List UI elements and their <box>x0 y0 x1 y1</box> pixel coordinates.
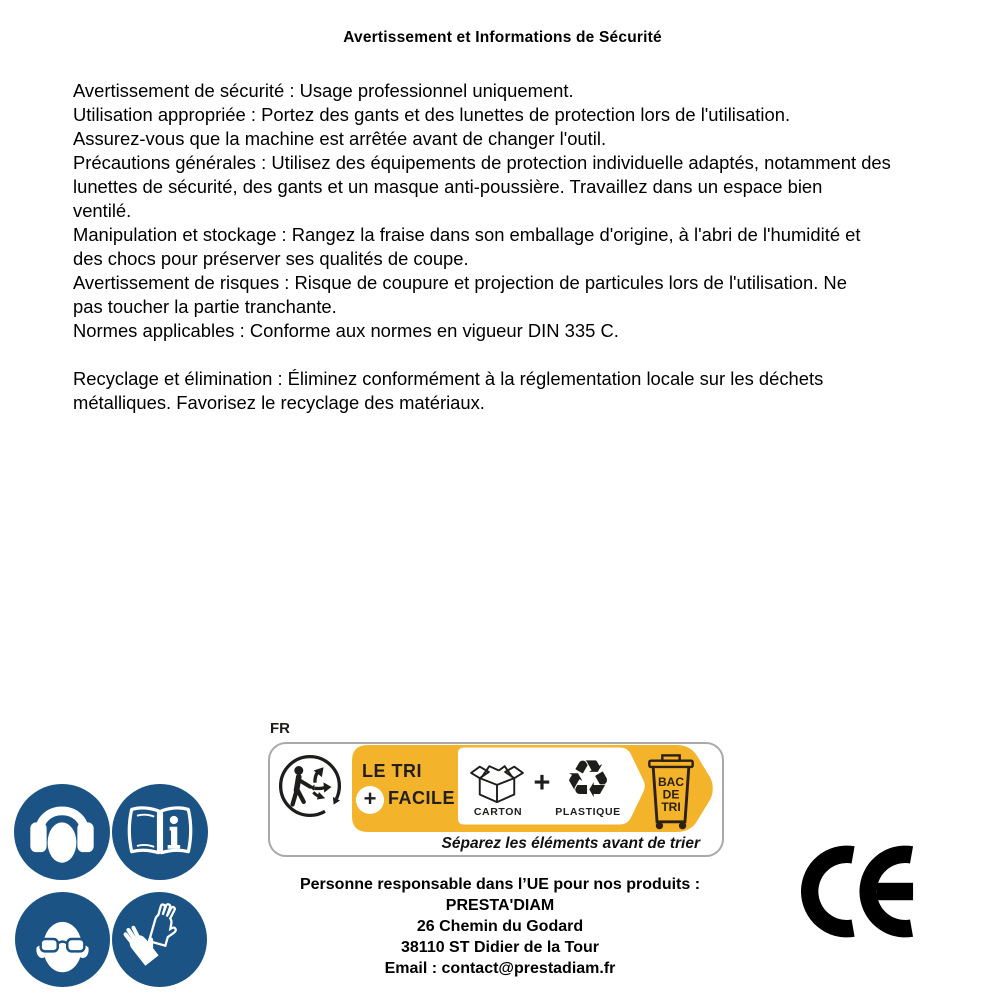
country-code-label: FR <box>270 720 290 737</box>
banner-word-facile: FACILE <box>388 788 456 808</box>
text-line: Avertissement de sécurité : Usage professionnel uniquement. <box>73 80 574 101</box>
page-title: Avertissement et Informations de Sécurité <box>343 29 662 46</box>
wear-eye-protection-icon <box>15 892 110 987</box>
bin-text-de: DE <box>662 787 680 802</box>
banner-word-le-tri: LE TRI <box>362 761 422 781</box>
wear-ear-protection-icon <box>14 784 110 880</box>
text-line: ventilé. <box>73 200 132 221</box>
responsible-line: Personne responsable dans l’UE pour nos produits : <box>299 876 701 893</box>
text-line: Utilisation appropriée : Portez des gants et des lunettes de protection lors de l'utilisation. <box>73 104 791 125</box>
materials-plus-sign: + <box>533 767 551 799</box>
wear-protective-gloves-icon <box>112 892 207 987</box>
bin-text-bac: BAC <box>657 775 685 790</box>
text-line: pas toucher la partie tranchante. <box>73 296 337 317</box>
plastic-recycling-icon: ♻ <box>564 750 612 810</box>
eu-responsible-block <box>250 874 750 979</box>
carton-label: CARTON <box>473 806 523 818</box>
address-city: 38110 ST Didier de la Tour <box>401 939 599 956</box>
sorting-bin-icon <box>645 753 697 831</box>
plastique-label: PLASTIQUE <box>555 806 621 818</box>
read-instruction-manual-icon <box>112 784 208 880</box>
triman-icon <box>277 753 343 819</box>
text-line: métalliques. Favorisez le recyclage des matériaux. <box>73 392 485 413</box>
text-line: Manipulation et stockage : Rangez la fraise dans son emballage d'origine, à l'abri de l'humidité et <box>73 224 861 245</box>
text-line: Avertissement de risques : Risque de coupure et projection de particules lors de l'utilisation. Ne <box>73 272 847 293</box>
text-line: des chocs pour préserver ses qualités de coupe. <box>73 248 469 269</box>
banner-plus-badge: + <box>356 786 384 814</box>
text-line: Recyclage et élimination : Éliminez conformément à la réglementation locale sur les déchets <box>73 368 824 389</box>
contact-email: Email : contact@prestadiam.fr <box>384 960 616 977</box>
sorting-tagline: Séparez les éléments avant de trier <box>441 835 700 852</box>
text-line: Précautions générales : Utilisez des équipements de protection individuelle adaptés, notamment des <box>73 152 891 173</box>
company-name: PRESTA'DIAM <box>445 897 555 914</box>
safety-text-block <box>73 79 891 415</box>
text-line: lunettes de sécurité, des gants et un masque anti-poussière. Travaillez dans un espace bien <box>73 176 823 197</box>
recycling-sorting-label <box>268 742 724 857</box>
text-line: Assurez-vous que la machine est arrêtée avant de changer l'outil. <box>73 128 607 149</box>
ce-marking-logo <box>801 841 938 942</box>
address-street: 26 Chemin du Godard <box>416 918 584 935</box>
text-line: Normes applicables : Conforme aux normes en vigueur DIN 335 C. <box>73 320 619 341</box>
carton-box-icon <box>470 759 524 805</box>
bin-text-tri: TRI <box>661 800 681 815</box>
paragraph-gap <box>73 343 891 367</box>
